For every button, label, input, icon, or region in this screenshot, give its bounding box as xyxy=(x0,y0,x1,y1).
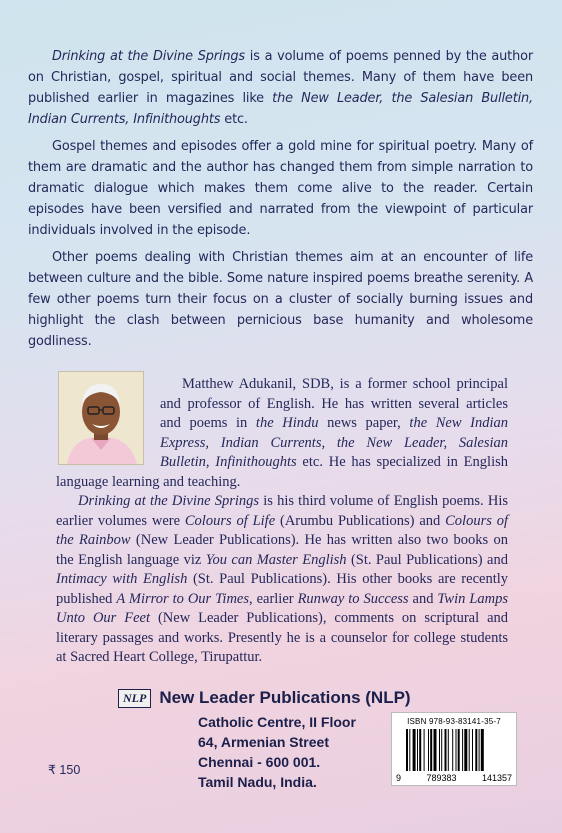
barcode-bar xyxy=(417,729,418,771)
barcode-bar xyxy=(481,729,484,771)
address-line: Tamil Nadu, India. xyxy=(198,774,317,790)
body-text: (St. Paul Publications) and xyxy=(346,551,508,568)
barcode-bar xyxy=(452,729,453,771)
barcode-bar xyxy=(458,729,460,771)
italic-title-text: You can Master English xyxy=(205,551,347,568)
italic-title-text: Colours of the Rainbow xyxy=(56,512,508,548)
italic-title-text: the Hindu xyxy=(255,415,319,431)
barcode-bar xyxy=(424,729,425,771)
body-text: and xyxy=(408,590,438,607)
barcode-bars xyxy=(406,729,510,771)
publisher-block xyxy=(118,688,418,792)
author-photo xyxy=(58,371,144,465)
barcode-bar xyxy=(434,729,437,771)
italic-title-text: the New Leader, the Salesian Bulletin, Indian Currents, Infinithoughts xyxy=(28,91,533,127)
body-text: (St. Paul Publications). His other books are recently published xyxy=(56,571,508,607)
barcode-bar xyxy=(439,729,440,771)
barcode-bar xyxy=(409,729,410,771)
barcode-bar xyxy=(419,729,421,771)
barcode-bar xyxy=(428,729,429,771)
body-text: is his third volume of English poems. His earlier volumes were xyxy=(56,493,508,529)
barcode-bar xyxy=(475,729,477,771)
blurb-paragraph-2: Gospel themes and episodes offer a gold mine for spiritual poetry. Many of them are dramatic and the author has changed them from simple narration to dramatic dialogue which makes them come alive to the reader. Certain episodes have been versified and narrated from the viewpoint of particular individuals involved in the episode. xyxy=(28,139,533,238)
address-line: Catholic Centre, II Floor xyxy=(198,714,356,730)
body-text: etc. He has specialized in English language learning and teaching. xyxy=(56,454,508,490)
italic-title-text: Colours of Life xyxy=(184,512,276,529)
barcode-bar xyxy=(413,729,416,771)
barcode-bar xyxy=(430,729,432,771)
barcode-bar xyxy=(462,729,463,771)
barcode-bar xyxy=(472,729,473,771)
body-text: Matthew Adukanil, SDB, is a former school principal and professor of English. He has written several articles and poems in xyxy=(160,376,508,431)
italic-title-text: A Mirror to Our Times xyxy=(116,590,249,607)
italic-title-text: Drinking at the Divine Springs xyxy=(78,493,260,509)
publisher-name-row xyxy=(118,688,418,708)
barcode-digits xyxy=(396,773,512,783)
barcode-bar xyxy=(448,729,449,771)
barcode-digit-group: 789383 xyxy=(426,773,457,783)
body-text: is a volume of poems penned by the author on Christian, gospel, spiritual and social themes. Many of them have been published earlier in magazines like xyxy=(28,49,533,106)
bio-paragraph-2 xyxy=(56,492,508,668)
barcode-bar xyxy=(441,729,442,771)
isbn-barcode xyxy=(391,712,517,786)
publisher-address xyxy=(198,712,418,792)
blurb-paragraph-1 xyxy=(28,46,533,130)
body-text: , earlier xyxy=(249,590,298,607)
blurb-paragraph-3: Other poems dealing with Christian themes aim at an encounter of life between culture and the bible. Some nature inspired poems breathe serenity. A few other poems turn their focus on a cluster of socially burning issues and highlight the clash between pernicious base humanity and wholesome godliness. xyxy=(28,250,533,349)
book-blurb xyxy=(28,46,533,358)
italic-title-text: Runway to Success xyxy=(297,590,409,607)
italic-title-text: Twin Lamps Unto Our Feet xyxy=(56,590,508,626)
publisher-name: New Leader Publications (NLP) xyxy=(159,688,411,707)
italic-title-text: the New Indian Express, Indian Currents, the New Leader, Salesian Bulletin, Infinithoughts xyxy=(160,415,509,470)
isbn-number: ISBN 978-93-83141-35-7 xyxy=(407,717,501,726)
body-text: (New Leader Publications), comments on scriptural and literary passages and works. Presently he is a counselor for college students at Sacred Heart College, Tirupattur. xyxy=(56,610,509,665)
author-bio xyxy=(56,375,508,668)
barcode-digit-group: 141357 xyxy=(481,773,512,783)
barcode-bar xyxy=(406,729,408,771)
barcode-bar xyxy=(469,729,470,771)
italic-title-text: Drinking at the Divine Springs xyxy=(52,49,245,64)
italic-title-text: Intimacy with English xyxy=(56,571,188,587)
body-text: (New Leader Publications). He has written also two books on the English language viz xyxy=(56,532,509,568)
body-text: news paper, xyxy=(318,415,410,431)
barcode-bar xyxy=(464,729,467,771)
address-line: 64, Armenian Street xyxy=(198,734,329,750)
barcode-digit-group: 9 xyxy=(396,773,402,783)
address-line: Chennai - 600 001. xyxy=(198,754,321,770)
barcode-bar xyxy=(445,729,447,771)
barcode-bar xyxy=(479,729,480,771)
barcode-bar xyxy=(456,729,457,771)
publisher-logo: NLP xyxy=(118,689,151,708)
body-text: etc. xyxy=(220,112,248,127)
price-label: ₹ 150 xyxy=(48,763,81,777)
body-text: (Arumbu Publications) and xyxy=(275,512,446,529)
